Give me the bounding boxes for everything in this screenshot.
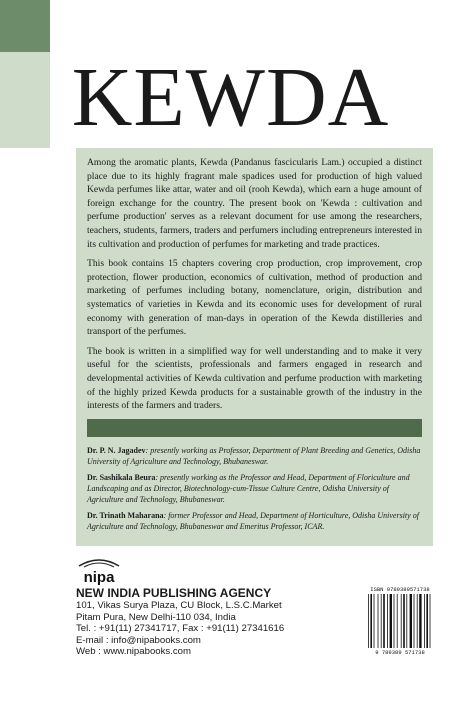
barcode-icon [366,586,434,658]
blurb-paragraph-3: The book is written in a simplified way for well understanding and to make it very useful for the scientists, professionals and farmers engaged in research and developmental activities of Kewda cultivation and perfume production with marketing of the highly prized Kewda products for a sustainable growth of the industry in the interests of the farmers and traders. [87,345,422,412]
publisher-address-1: 101, Vikas Surya Plaza, CU Block, L.S.C.Market [76,600,282,611]
publisher-address-2: Pitam Pura, New Delhi-110 034, India [76,611,236,623]
blurb-paragraph-1: Among the aromatic plants, Kewda (Pandanus fascicularis Lam.) occupied a distinct place due to its highly fragrant male spadices used for production of high valued Kewda perfumes like attar, water and oil (rooh Kewda), which earn a huge amount of foreign exchange for the country. The present book on 'Kewda : cultivation and perfume production' serves as a relevant document for use among the researchers, teachers, students, farmers, traders and perfumers including entrepreneurs interested in its cultivation and production of perfumes for marketing and trade practices. [87,157,422,250]
blurb-panel [76,148,433,546]
publisher-name: NEW INDIA PUBLISHING AGENCY [76,586,272,600]
isbn-text: ISBN 9789389571738 [370,586,430,593]
author-1 [87,445,422,467]
publisher-block [76,586,284,658]
author-2 [87,472,422,505]
author-name: Dr. Sashikala Beura [87,472,156,482]
publisher-email: E-mail : info@nipabooks.com [76,634,201,646]
barcode-digits: 9 789389 571738 [375,649,425,656]
divider-bar [87,419,422,437]
book-title: KEWDA [71,51,390,144]
author-desc: : presently working as Professor, Department of Plant Breeding and Genetics, Odisha University of Agriculture and Technology, Bhubaneswar. [87,445,421,466]
publisher-phone: Tel. : +91(11) 27341717, Fax : +91(11) 27341616 [76,623,285,635]
blurb-paragraph-2: This book contains 15 chapters covering crop production, crop improvement, crop protection, flower production, economics of cultivation, method of production and marketing of perfumes including botany, nomenclature, origin, distribution and systematics of varieties in Kewda and its economic uses for development of rural economy with generation of man-days in operation of the Kewda distilleries and transport of the perfumes. [87,258,422,338]
logo-text: nipa [83,569,115,586]
author-desc: : former Professor and Head, Department of Horticulture, Odisha University of Agriculture and Technology, Bhubaneswar and Emeritus Professor, ICAR. [87,510,419,531]
author-name: Dr. Trinath Maharana [87,510,164,520]
author-desc: : presently working as the Professor and Head, Department of Floriculture and Landscaping and as Director, Biotechnology-cum-Tissue Culture Centre, Odisha University of Agriculture and Technology, Bhubaneswar. [87,472,410,504]
nipa-logo-icon [76,556,122,586]
author-3 [87,510,422,532]
author-name: Dr. P. N. Jagadev [87,445,146,455]
publisher-web: Web : www.nipabooks.com [76,646,191,658]
corner-tab-dark [0,0,50,52]
